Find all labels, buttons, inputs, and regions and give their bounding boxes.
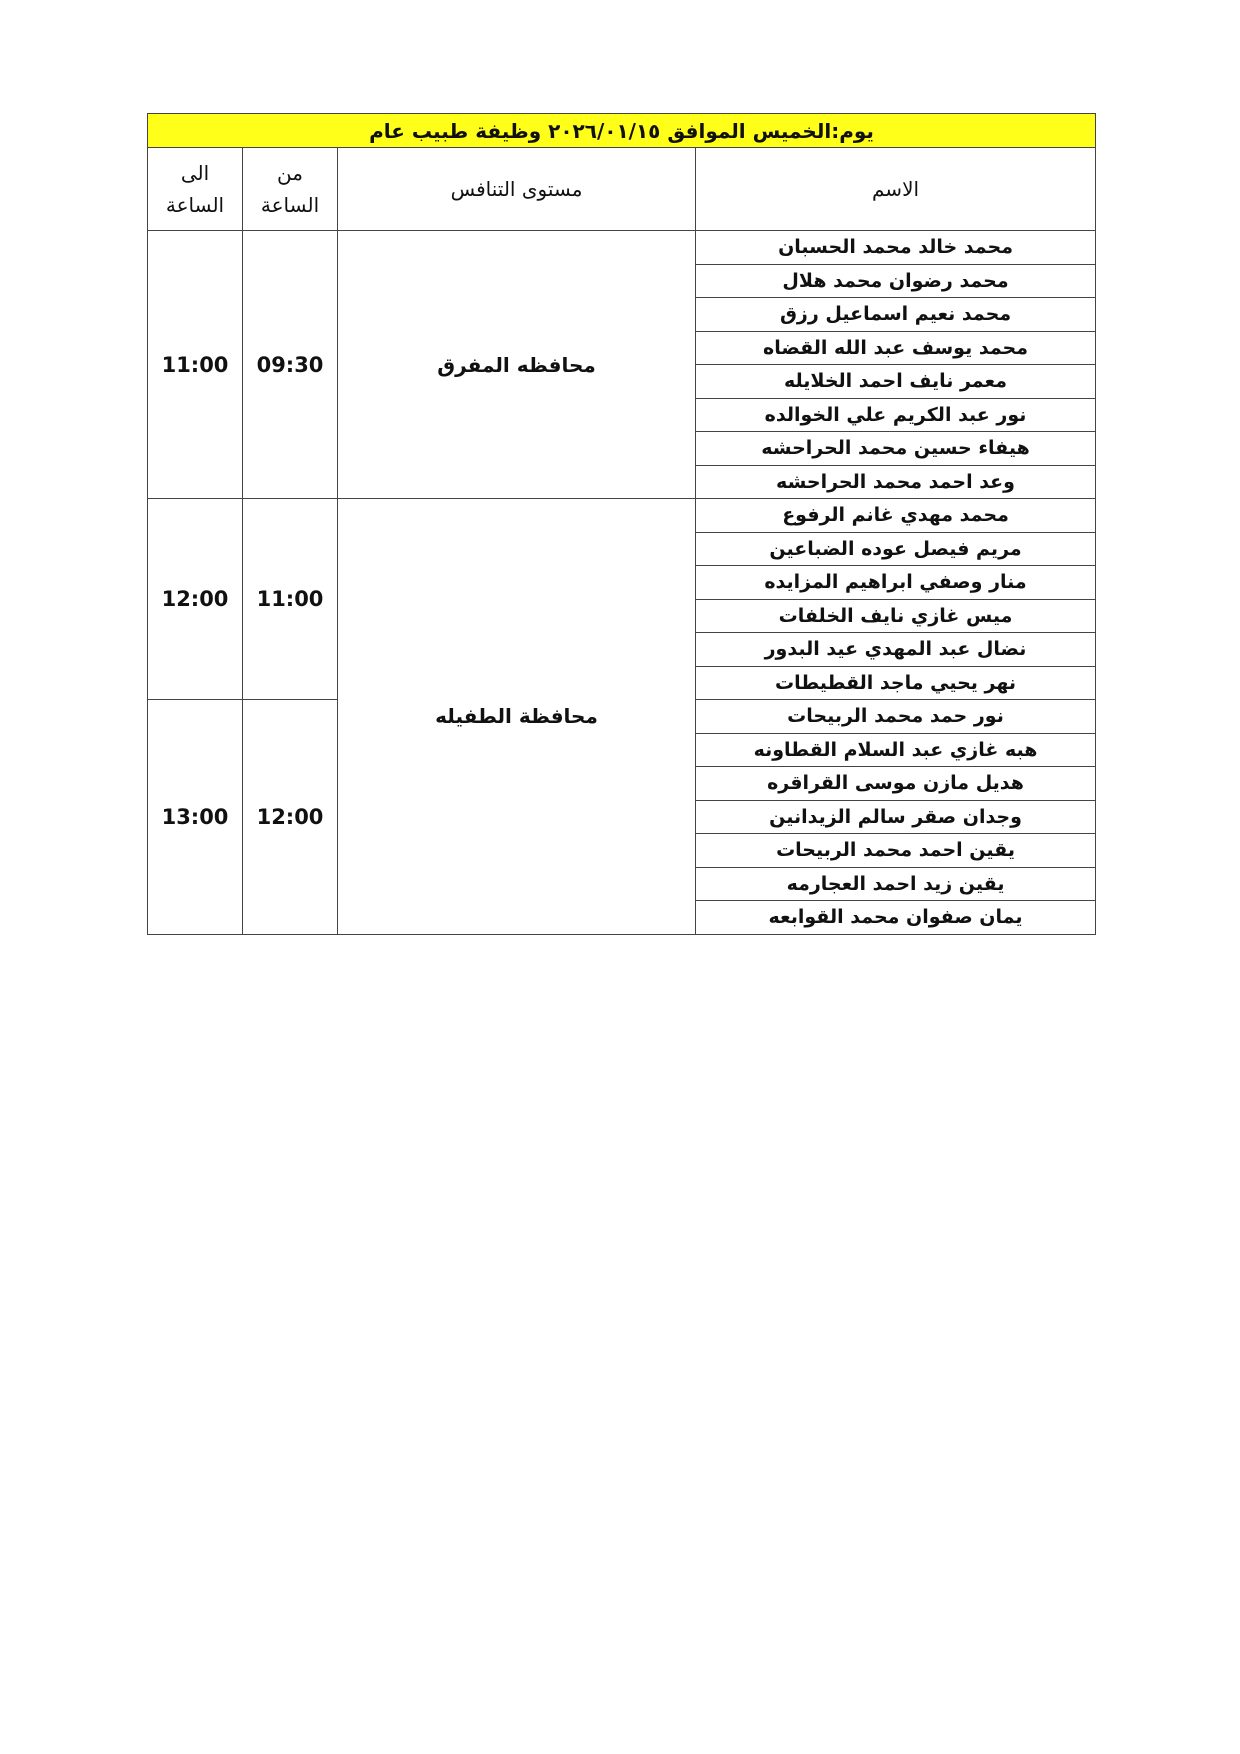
candidate-name: نهر يحيي ماجد القطيطات bbox=[696, 666, 1096, 700]
candidate-name: وعد احمد محمد الحراحشه bbox=[696, 465, 1096, 499]
time-to: 13:00 bbox=[148, 700, 243, 935]
candidate-name: نضال عبد المهدي عيد البدور bbox=[696, 633, 1096, 667]
candidate-name: هبه غازي عبد السلام القطاونه bbox=[696, 733, 1096, 767]
schedule-table bbox=[147, 113, 1096, 935]
candidate-name: محمد مهدي غانم الرفوع bbox=[696, 499, 1096, 533]
candidate-name: وجدان صقر سالم الزيدانين bbox=[696, 800, 1096, 834]
header-level: مستوى التنافس bbox=[338, 148, 696, 231]
time-from: 09:30 bbox=[243, 231, 338, 499]
candidate-name: ميس غازي نايف الخلفات bbox=[696, 599, 1096, 633]
candidate-name: منار وصفي ابراهيم المزايده bbox=[696, 566, 1096, 600]
header-name: الاسم bbox=[696, 148, 1096, 231]
candidate-name: محمد رضوان محمد هلال bbox=[696, 264, 1096, 298]
competition-level: محافظه المفرق bbox=[338, 231, 696, 499]
candidate-name: معمر نايف احمد الخلايله bbox=[696, 365, 1096, 399]
candidate-name: مريم فيصل عوده الضباعين bbox=[696, 532, 1096, 566]
candidate-name: محمد نعيم اسماعيل رزق bbox=[696, 298, 1096, 332]
header-from: من الساعة bbox=[243, 148, 338, 231]
schedule-title: يوم:الخميس الموافق ٢٠٢٦/٠١/١٥ وظيفة طبيب عام bbox=[148, 114, 1096, 148]
candidate-name: يمان صفوان محمد القوابعه bbox=[696, 901, 1096, 935]
table-row bbox=[148, 231, 1096, 265]
candidate-name: نور عبد الكريم علي الخوالده bbox=[696, 398, 1096, 432]
candidate-name: يقين زيد احمد العجارمه bbox=[696, 867, 1096, 901]
candidate-name: هيفاء حسين محمد الحراحشه bbox=[696, 432, 1096, 466]
candidate-name: محمد خالد محمد الحسبان bbox=[696, 231, 1096, 265]
time-from: 12:00 bbox=[243, 700, 338, 935]
candidate-name: محمد يوسف عبد الله القضاه bbox=[696, 331, 1096, 365]
time-to: 12:00 bbox=[148, 499, 243, 700]
candidate-name: نور حمد محمد الربيحات bbox=[696, 700, 1096, 734]
competition-level: محافظة الطفيله bbox=[338, 499, 696, 935]
time-to: 11:00 bbox=[148, 231, 243, 499]
table-row bbox=[148, 499, 1096, 533]
candidate-name: يقين احمد محمد الربيحات bbox=[696, 834, 1096, 868]
time-from: 11:00 bbox=[243, 499, 338, 700]
header-to: الى الساعة bbox=[148, 148, 243, 231]
candidate-name: هديل مازن موسى القراقره bbox=[696, 767, 1096, 801]
